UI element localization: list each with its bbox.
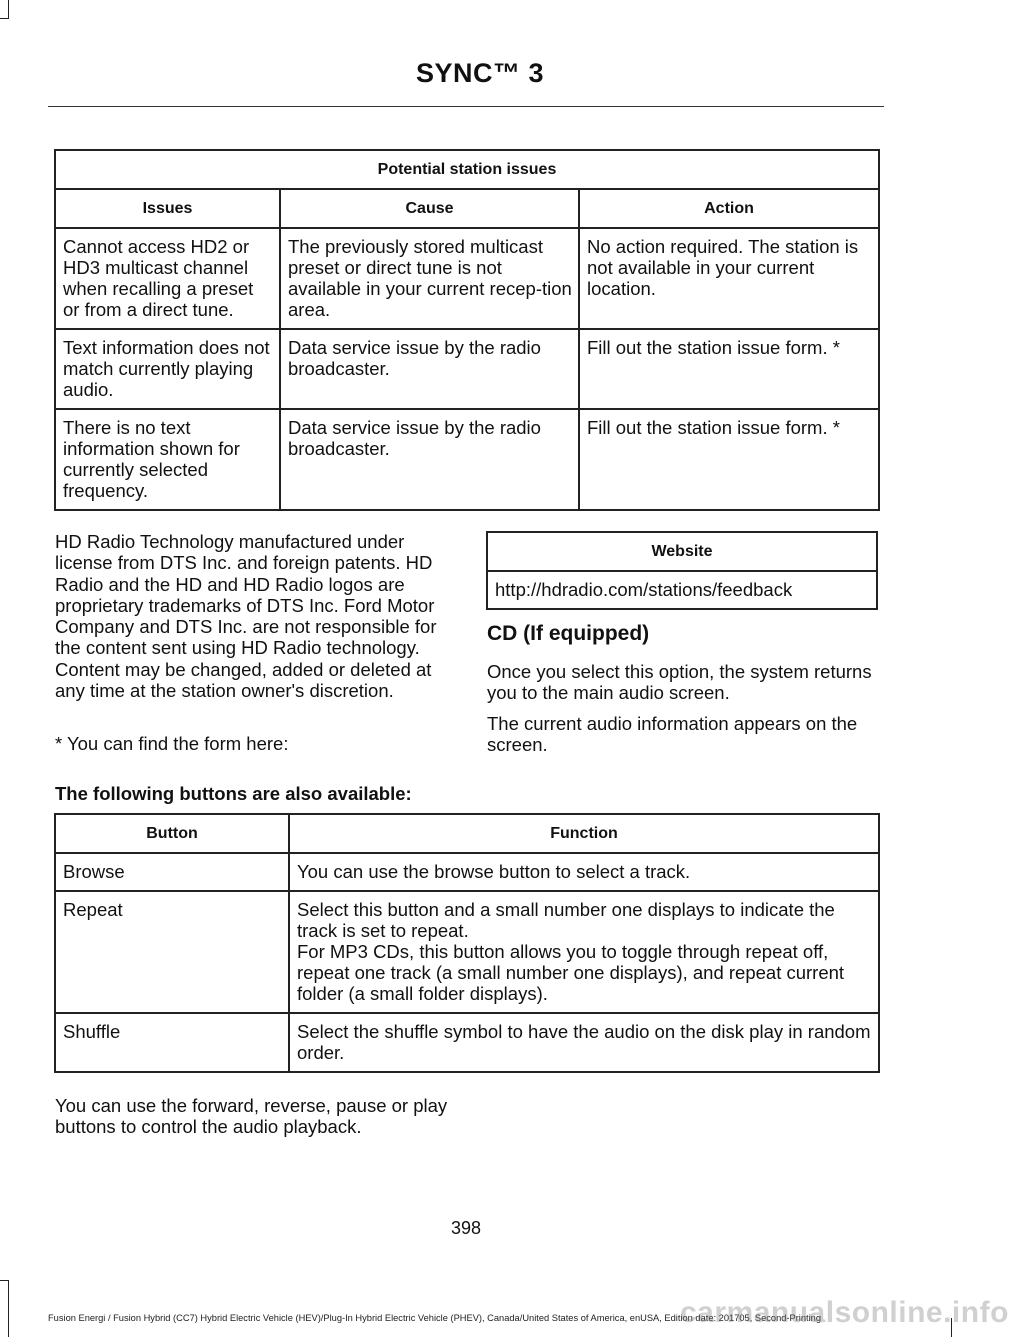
hd-radio-paragraph: HD Radio Technology manufactured under license from DTS Inc. and foreign patents. HD Radio and the HD and HD Radio logos are proprietary trademarks of DTS Inc. Ford Motor Company and DTS Inc. are not responsible for the content sent using HD Radio technology. Content may be changed, added or deleted at any time at the station owner's discretion.: [55, 531, 437, 702]
buttons-heading: The following buttons are also available:: [55, 783, 412, 804]
crop-mark-bottom-left-h: [0, 1280, 9, 1281]
table-cell: You can use the browse button to select a track.: [289, 853, 879, 891]
watermark: carmanualsonline.info: [680, 1296, 1009, 1329]
station-issues-caption: Potential station issues: [55, 150, 879, 189]
table-cell: Fill out the station issue form. *: [579, 329, 879, 409]
table-cell: Text information does not match currently playing audio.: [55, 329, 280, 409]
table-row: [55, 228, 879, 329]
station-issues-table: [54, 149, 880, 511]
table-row: [55, 329, 879, 409]
page-number: 398: [450, 1218, 482, 1238]
table-cell: Fill out the station issue form. *: [579, 409, 879, 510]
table-cell: [289, 891, 879, 1013]
form-note: * You can find the form here:: [55, 733, 289, 754]
repeat-mp3-description: For MP3 CDs, this button allows you to toggle through repeat off, repeat one track (a small number one displays), and repeat current folder (a small folder displays).: [297, 941, 845, 1004]
closing-paragraph: You can use the forward, reverse, pause or play buttons to control the audio playback.: [55, 1095, 448, 1138]
header-button: Button: [55, 814, 289, 853]
header-divider: [48, 106, 884, 107]
table-row: [55, 409, 879, 510]
crop-mark-bottom-left: [8, 1280, 9, 1337]
cd-heading: CD (If equipped): [487, 622, 650, 645]
table-cell: Data service issue by the radio broadcaster.: [280, 329, 579, 409]
header-cause: Cause: [280, 189, 579, 228]
table-cell: Data service issue by the radio broadcaster.: [280, 409, 579, 510]
table-row: [55, 891, 879, 1013]
footer-text: Fusion Energi / Fusion Hybrid (CC7) Hybrid Electric Vehicle (HEV)/Plug-In Hybrid Electric Vehicle (PHEV), Canada/United States of America, enUSA, Edition date: 201705, Second-Printing: [48, 1313, 822, 1323]
cd-paragraph-2: The current audio information appears on the screen.: [487, 713, 858, 756]
website-url[interactable]: http://hdradio.com/stations/feedback: [487, 571, 877, 609]
table-cell: Repeat: [55, 891, 289, 1013]
header-function: Function: [289, 814, 879, 853]
crop-mark-top-left: [8, 0, 9, 18]
table-cell: Cannot access HD2 or HD3 multicast channel when recalling a preset or from a direct tune.: [55, 228, 280, 329]
website-table: [486, 531, 878, 610]
header-issues: Issues: [55, 189, 280, 228]
table-cell: The previously stored multicast preset or direct tune is not available in your current recep-tion area.: [280, 228, 579, 329]
table-row: [55, 1013, 879, 1072]
cd-paragraph-1: Once you select this option, the system returns you to the main audio screen.: [487, 661, 872, 704]
page-title: SYNC™ 3: [415, 58, 545, 88]
website-header: Website: [487, 532, 877, 571]
buttons-table: [54, 813, 880, 1073]
header-action: Action: [579, 189, 879, 228]
table-cell: There is no text information shown for currently selected frequency.: [55, 409, 280, 510]
table-cell: No action required. The station is not available in your current location.: [579, 228, 879, 329]
crop-mark-top-left-h: [0, 18, 9, 19]
table-row: [55, 853, 879, 891]
table-cell: Shuffle: [55, 1013, 289, 1072]
repeat-description: Select this button and a small number one displays to indicate the track is set to repeat.: [297, 899, 835, 941]
table-cell: Select the shuffle symbol to have the audio on the disk play in random order.: [289, 1013, 879, 1072]
table-cell: Browse: [55, 853, 289, 891]
